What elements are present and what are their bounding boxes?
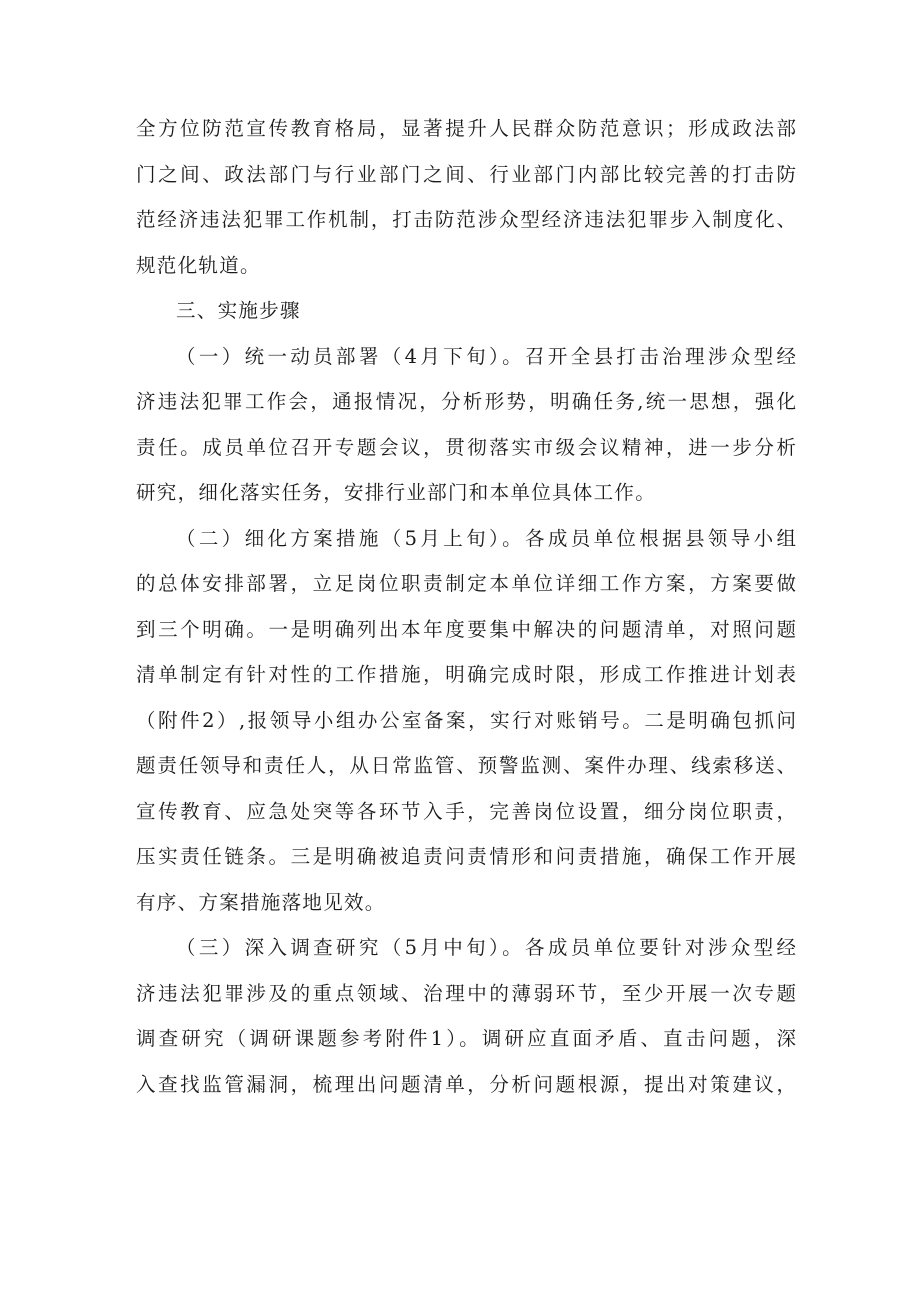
paragraph-line: 宣传教育、应急处突等各环节入手，完善岗位设置，细分岗位职责， — [136, 799, 796, 823]
paragraph-line: 清单制定有针对性的工作措施，明确完成时限，形成工作推进计划表 — [136, 663, 796, 686]
section-heading: 三、实施步骤 — [176, 299, 301, 322]
paragraph-line: 研究，细化落实任务，安排行业部门和本单位具体工作。 — [136, 481, 657, 504]
paragraph-line: 的总体安排部署，立足岗位职责制定本单位详细工作方案，方案要做 — [136, 572, 796, 595]
paragraph-line: （一）统一动员部署（4月下旬）。召开全县打击治理涉众型经 — [176, 344, 796, 368]
paragraph-line: 题责任领导和责任人，从日常监管、预警监测、案件办理、线索移送、 — [136, 754, 796, 777]
paragraph-line: 门之间、政法部门与行业部门之间、行业部门内部比较完善的打击防 — [136, 162, 796, 186]
paragraph-line: 规范化轨道。 — [136, 253, 261, 277]
paragraph-line: 范经济违法犯罪工作机制，打击防范涉众型经济违法犯罪步入制度化、 — [136, 208, 796, 231]
paragraph-line: 调查研究（调研课题参考附件1）。调研应直面矛盾、直击问题，深 — [136, 1027, 796, 1050]
paragraph-line: 责任。成员单位召开专题会议，贯彻落实市级会议精神，进一步分析 — [136, 435, 796, 459]
paragraph-line: 济违法犯罪工作会，通报情况，分析形势，明确任务,统一思想，强化 — [136, 390, 796, 413]
paragraph-line: （附件2）,报领导小组办公室备案，实行对账销号。二是明确包抓问 — [136, 708, 796, 732]
paragraph-line: 有序、方案措施落地见效。 — [136, 890, 386, 914]
paragraph-line: 压实责任链条。三是明确被追责问责情形和问责措施，确保工作开展 — [136, 845, 796, 868]
paragraph-line: 全方位防范宣传教育格局，显著提升人民群众防范意识；形成政法部 — [136, 117, 796, 140]
paragraph-line: （三）深入调查研究（5月中旬）。各成员单位要针对涉众型经 — [176, 936, 796, 959]
paragraph-line: 到三个明确。一是明确列出本年度要集中解决的问题清单，对照问题 — [136, 617, 796, 641]
paragraph-line: （二）细化方案措施（5月上旬）。各成员单位根据县领导小组 — [176, 526, 796, 550]
paragraph-line: 入查找监管漏洞，梳理出问题清单，分析问题根源，提出对策建议， — [136, 1072, 796, 1096]
body-text — [136, 106, 796, 1107]
paragraph-line: 济违法犯罪涉及的重点领域、治理中的薄弱环节，至少开展一次专题 — [136, 981, 796, 1005]
